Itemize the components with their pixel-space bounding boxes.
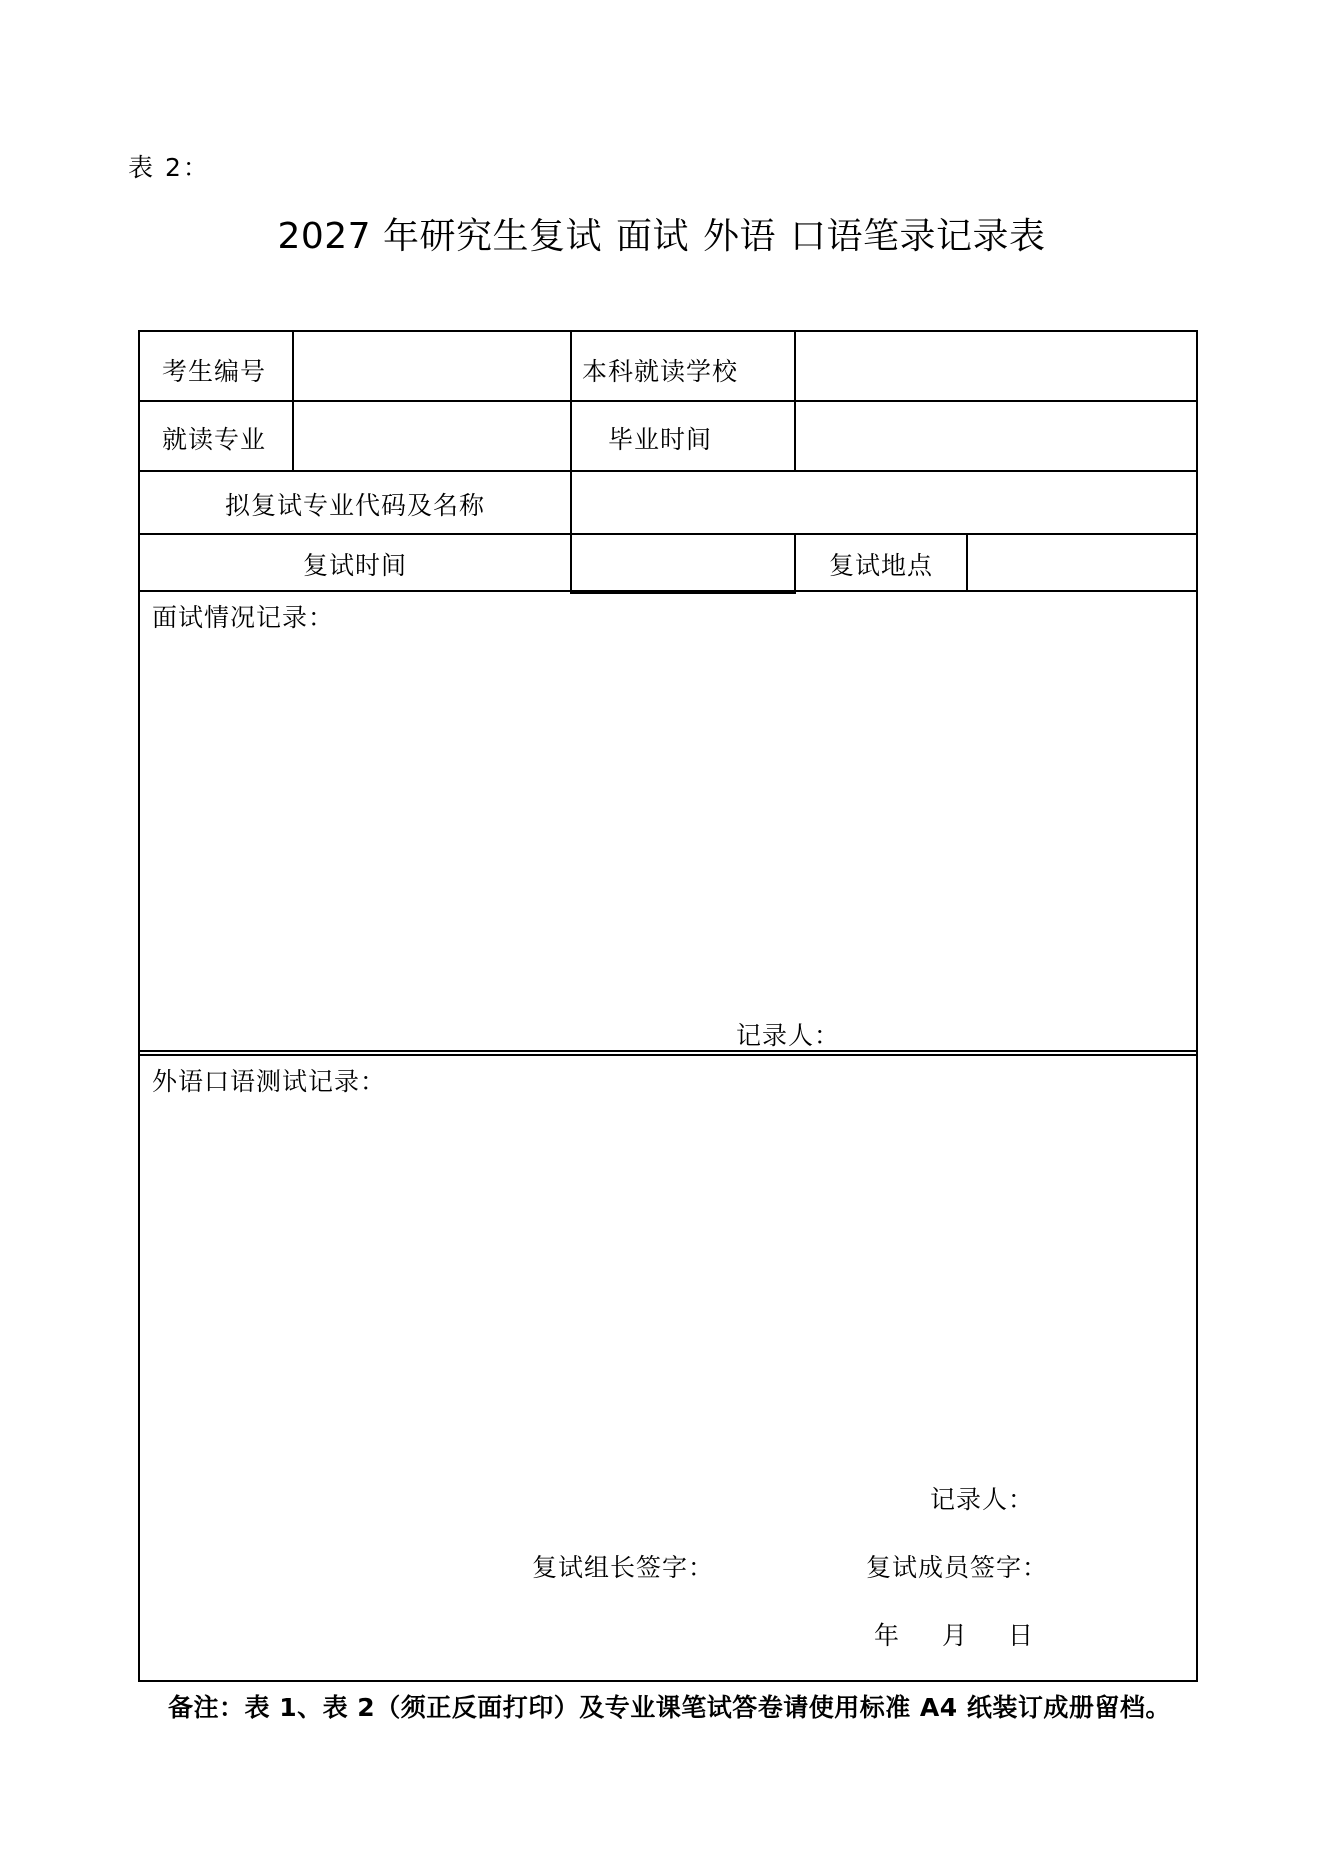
date-month-label: 月: [942, 1621, 969, 1650]
target-major-label: 拟复试专业代码及名称: [224, 491, 485, 520]
section-divider-b: [140, 1054, 1196, 1056]
graduation-time-label: 毕业时间: [608, 425, 713, 454]
title-part-4: 口语笔录记录表: [790, 216, 1046, 257]
undergrad-school-label: 本科就读学校: [582, 357, 739, 386]
retest-time-cell-bottom: [570, 592, 796, 594]
retest-place-label: 复试地点: [828, 551, 933, 580]
major-field[interactable]: [294, 402, 570, 470]
exam-id-field[interactable]: [294, 332, 570, 400]
target-major-field[interactable]: [572, 472, 1196, 533]
oral-test-record-label: 外语口语测试记录：: [152, 1067, 387, 1096]
oral-recorder-label: 记录人：: [930, 1485, 1035, 1514]
title-part-1: 2027 年研究生复试: [277, 216, 602, 257]
leader-signature-label: 复试组长签字：: [532, 1553, 715, 1582]
graduation-time-field[interactable]: [796, 402, 1196, 470]
retest-time-label: 复试时间: [302, 551, 407, 580]
retest-place-field[interactable]: [968, 535, 1196, 590]
retest-time-field[interactable]: [572, 535, 794, 592]
interview-recorder-label: 记录人：: [736, 1021, 841, 1050]
footer-note: 备注：表 1、表 2（须正反面打印）及专业课笔试答卷请使用标准 A4 纸装订成册留档。: [168, 1693, 1171, 1722]
document-title: [0, 208, 1323, 259]
date-day-label: 日: [1008, 1621, 1035, 1650]
oral-test-record-area[interactable]: [140, 1098, 1196, 1498]
section-divider-a: [140, 1050, 1196, 1052]
member-signature-label: 复试成员签字：: [866, 1553, 1049, 1582]
exam-id-label: 考生编号: [162, 357, 267, 386]
title-part-2: 面试: [616, 216, 690, 257]
date-year-label: 年: [874, 1621, 901, 1650]
interview-record-area[interactable]: [140, 632, 1196, 1032]
major-label: 就读专业: [162, 425, 267, 454]
title-part-3: 外语: [703, 216, 777, 257]
interview-record-label: 面试情况记录：: [152, 603, 335, 632]
record-form-table: [138, 330, 1198, 1682]
table-number-label: 表 2：: [128, 153, 210, 182]
undergrad-school-field[interactable]: [796, 332, 1196, 400]
